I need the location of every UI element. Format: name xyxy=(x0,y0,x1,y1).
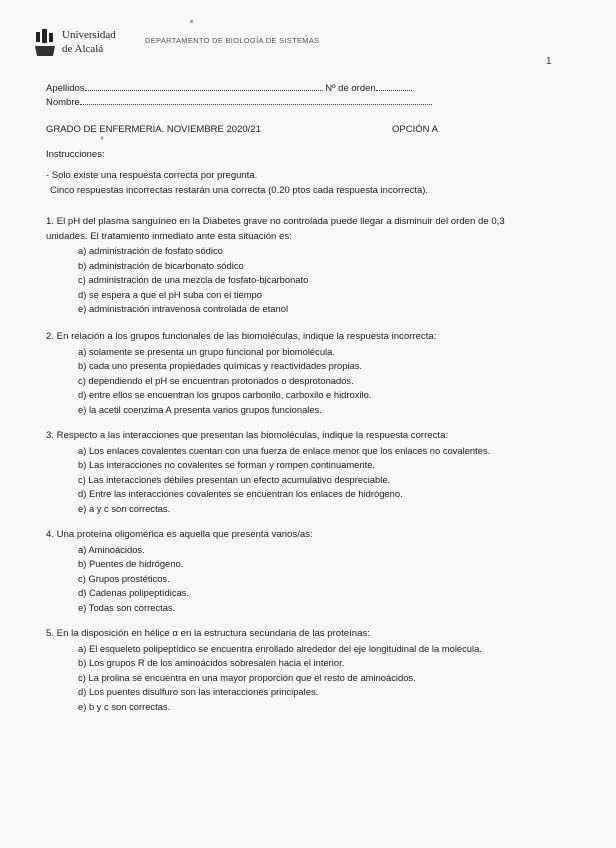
answer-option: d) Cadenas polipeptídicas. xyxy=(78,587,190,598)
surname-label: Apellidos xyxy=(46,83,85,94)
exam-title: GRADO DE ENFERMERIA. NOVIEMBRE 2020/21 xyxy=(46,124,261,135)
question-text: 3. Respecto a las interacciones que presentan las biomoléculas, indique la respuesta correcta: xyxy=(46,430,449,441)
instructions-title: Instrucciones: xyxy=(46,149,105,160)
answer-option: b) cada uno presenta propiedades químicas y reactividades propias. xyxy=(78,360,363,371)
answer-option: b) administración de bicarbonato sódico xyxy=(78,259,244,271)
answer-option: c) administración de una mezcla de fosfato-bicarbonato xyxy=(78,274,309,285)
answer-option: c) dependiendo el pH se encuentran protonados o desprotonados. xyxy=(78,374,354,386)
name-label: Nombre xyxy=(46,97,80,108)
surname-field-row xyxy=(46,81,412,94)
answer-option: e) la acetil coenzima A presenta varios grupos funcionales. xyxy=(78,403,322,415)
name-field-row xyxy=(46,95,432,108)
question-1 xyxy=(46,215,546,317)
department-name: DEPARTAMENTO DE BIOLOGÍA DE SISTEMAS xyxy=(145,36,320,45)
answer-option: b) Los grupos R de los aminoácidos sobresalen hacia el interior. xyxy=(78,657,345,668)
question-2 xyxy=(46,330,546,417)
answer-option: c) La prolina se encuentra en una mayor proporción que el resto de aminoácidos. xyxy=(78,671,416,683)
answer-options xyxy=(46,642,546,715)
question-text: 5. En la disposición en hélice α en la estructura secundaria de las proteínas: xyxy=(46,628,370,639)
order-label: Nº de orden xyxy=(325,83,376,94)
instruction-line-2: Cinco respuestas incorrectas restarán una correcta (0.20 ptos cada respuesta incorrecta). xyxy=(50,185,429,196)
answer-option: b) Las interacciones no covalentes se forman y rompen continuamente. xyxy=(78,459,376,470)
answer-options xyxy=(46,543,546,616)
university-name xyxy=(62,28,116,56)
question-3 xyxy=(46,429,546,516)
answer-option: b) Puentes de hidrógeno. xyxy=(78,558,184,569)
scan-speck xyxy=(190,20,193,23)
answer-option: a) Aminoácidos. xyxy=(78,543,145,555)
answer-option: a) Los enlaces covalentes cuentan con una fuerza de enlace menor que los enlaces no covalentes. xyxy=(78,444,491,456)
answer-options xyxy=(46,345,546,418)
question-5 xyxy=(46,627,546,714)
answer-options xyxy=(46,444,546,517)
question-text: 2. En relación a los grupos funcionales de las biomoléculas, indique la respuesta incorrecta: xyxy=(46,331,437,342)
instruction-line-1: - Solo existe una respuesta correcta por pregunta. xyxy=(46,170,258,181)
question-text: 1. El pH del plasma sanguíneo en la Diabetes grave no controlada puede llegar a disminuir del orden de 0,3 unidades. El tratamiento inmediato ante esta situación es: xyxy=(46,216,505,242)
answer-option: a) administración de fosfato sódico xyxy=(78,245,223,256)
university-name-line2: de Alcalá xyxy=(62,43,104,55)
surname-dotted-line[interactable] xyxy=(85,81,323,91)
answer-option: d) Entre las interacciones covalentes se encuentran los enlaces de hidrógeno. xyxy=(78,488,403,499)
answer-option: e) Todas son correctas. xyxy=(78,601,176,613)
answer-option: a) El esqueleto polipeptídico se encuentra enrollado alrededor del eje longitudinal de la molécula. xyxy=(78,642,482,654)
exam-option: OPCIÓN A xyxy=(392,124,438,135)
answer-option: d) Los puentes disulfuro son las interacciones principales. xyxy=(78,686,319,697)
answer-option: c) Grupos prostéticos. xyxy=(78,572,170,584)
page-number: 1 xyxy=(546,56,552,67)
answer-option: e) b y c son correctas. xyxy=(78,700,171,712)
answer-option: d) entre ellos se encuentran los grupos carbonilo, carboxilo e hidroxilo. xyxy=(78,389,372,400)
scan-speck xyxy=(101,136,103,140)
name-dotted-line[interactable] xyxy=(80,95,432,105)
answer-option: e) a y c son correctas. xyxy=(78,502,171,514)
answer-options xyxy=(46,244,546,317)
order-dotted-line[interactable] xyxy=(376,81,412,91)
university-logo xyxy=(30,26,150,60)
answer-option: e) administración intravenosa controlada de etanol xyxy=(78,303,289,314)
university-crest-icon xyxy=(34,28,56,58)
university-name-line1: Universidad xyxy=(62,29,116,41)
answer-option: c) Las interacciones débiles presentan un efecto acumulativo despreciable. xyxy=(78,473,391,485)
question-text: 4. Una proteína oligomérica es aquella que presenta varios/as: xyxy=(46,529,313,540)
answer-option: a) solamente se presenta un grupo funcional por biomolécula. xyxy=(78,345,335,357)
question-4 xyxy=(46,528,546,615)
answer-option: d) se espera a que el pH suba con el tiempo xyxy=(78,288,262,300)
